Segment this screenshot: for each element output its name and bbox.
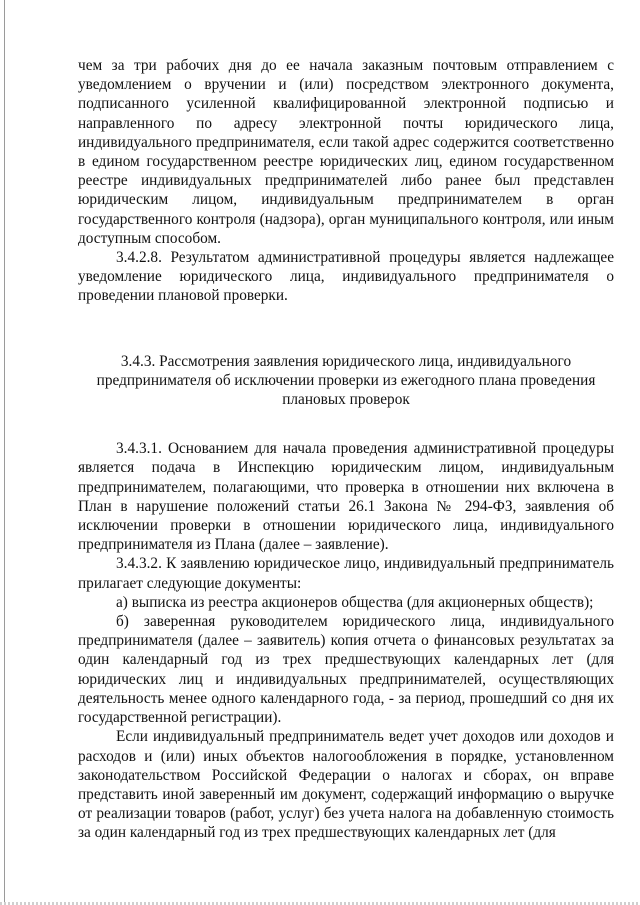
paragraph-3-4-2-8: 3.4.2.8. Результатом административной процедуры является надлежащее уведомление юридического лица, индивидуального предпринимателя о проведении плановой проверки. <box>78 249 614 305</box>
list-item-b: б) заверенная руководителем юридического лица, индивидуального предпринимателя (далее – заявитель) копия отчета о финансовых результатах за один календарный год из трех предшествующих календарных лет (для юридических лиц и индивидуальных предпринимателей, осуществляющих деятельность менее одного календарного года, - за период, прошедший со дня их государственной регистрации). <box>78 613 614 727</box>
paragraph-individual-entrepreneur: Если индивидуальный предприниматель ведет учет доходов или доходов и расходов и (или) иных объектов налогообложения в порядке, установленном законодательством Российской Федерации о налогах и сборах, он вправе представить иной заверенный им документ, содержащий информацию о выручке от реализации товаров (работ, услуг) без учета налога на добавленную стоимость за один календарный год из трех предшествующих календарных лет (для <box>78 728 614 842</box>
page-edge-line <box>4 0 5 905</box>
document-body <box>78 56 614 843</box>
section-heading-3-4-3: 3.4.3. Рассмотрения заявления юридического лица, индивидуального предпринимателя об исключении проверки из ежегодного плана проведения плановых проверок <box>96 352 596 409</box>
spacer <box>78 306 614 352</box>
paragraph-3-4-3-1: 3.4.3.1. Основанием для начала проведения административной процедуры является подача в Инспекцию юридическим лицом, индивидуальным предпринимателем, полагающими, что проверка в отношении них включена в План в нарушение положений статьи 26.1 Закона № 294-ФЗ, заявления об исключении проверки в отношении юридического лица, индивидуального предпринимателя из Плана (далее – заявление). <box>78 440 614 554</box>
paragraph-notification-method: чем за три рабочих дня до ее начала заказным почтовым отправлением с уведомлением о вручении и (или) посредством электронного документа, подписанного усиленной квалифицированной электронной подписью и направленного по адресу электронной почты юридического лица, индивидуального предпринимателя, если такой адрес содержится соответственно в едином государственном реестре юридических лиц, едином государственном реестре индивидуальных предпринимателей либо ранее был представлен юридическим лицом, индивидуальным предпринимателем в орган государственного контроля (надзора), орган муниципального контроля, или иным доступным способом. <box>78 57 614 247</box>
paragraph-3-4-3-2: 3.4.3.2. К заявлению юридическое лицо, индивидуальный предприниматель прилагает следующие документы: <box>78 555 614 592</box>
spacer <box>78 409 614 439</box>
list-item-a: а) выписка из реестра акционеров общества (для акционерных обществ); <box>116 593 594 611</box>
